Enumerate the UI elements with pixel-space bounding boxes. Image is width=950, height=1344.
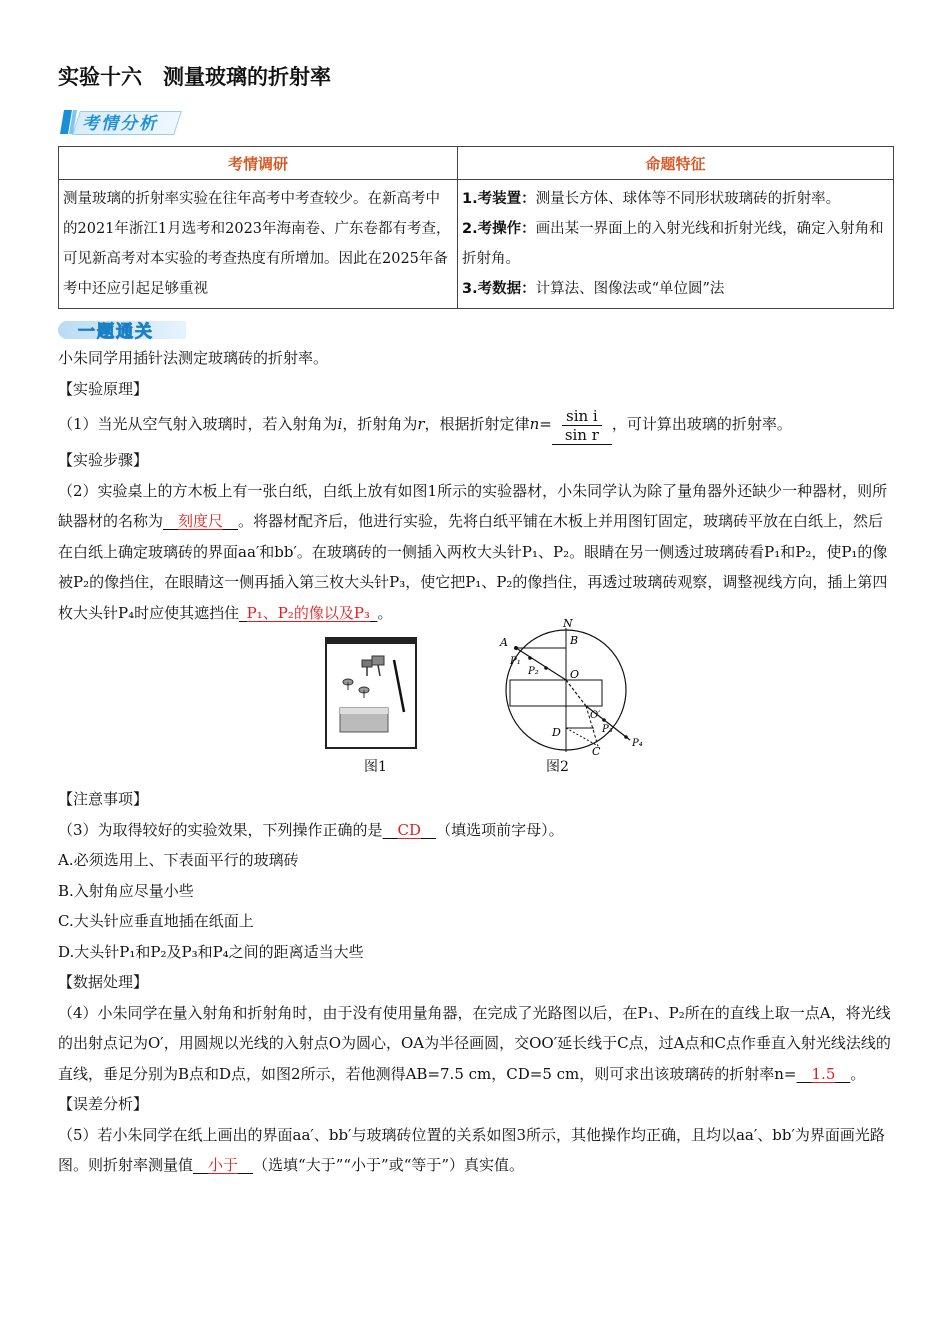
q5-text: （5）若小朱同学在纸上画出的界面aa′、bb′与玻璃砖位置的关系如图3所示，其他操作均正确，且均以aa′、bb′为界面画光路图。则折射率测量值 xyxy=(58,1125,885,1174)
feature-text: 测量长方体、球体等不同形状玻璃砖的折射率。 xyxy=(535,191,841,207)
option-d: D.大头针P₁和P₂及P₃和P₄之间的距离适当大些 xyxy=(58,942,364,961)
fig2-label-O-prime: O′ xyxy=(590,710,601,721)
option-b: B.入射角应尽量小些 xyxy=(58,881,194,900)
figure-2-caption: 图2 xyxy=(546,759,569,775)
q1-text: （1）当光从空气射入玻璃时，若入射角为 xyxy=(58,415,338,433)
fig2-label-N: N xyxy=(563,617,573,630)
fig2-label-O: O xyxy=(570,668,580,681)
q2-answer-blank xyxy=(163,512,238,530)
question-2 xyxy=(58,476,894,629)
section-heading: 【注意事项】 xyxy=(58,790,149,808)
section-banner-problem xyxy=(58,317,894,343)
fig2-label-P1: P₁ xyxy=(510,656,521,667)
figure-1-caption: 图1 xyxy=(364,759,387,775)
q5-answer: 小于 xyxy=(208,1156,239,1174)
q3-text: （填选项前字母）。 xyxy=(436,820,564,839)
section-heading: 【数据处理】 xyxy=(58,973,149,991)
q4-text: （4）小朱同学在量入射角和折射角时，由于没有使用量角器，在完成了光路图以后，在P₁、P₂所在的直线上取一点A，将光线的出射点记为O′，用圆规以光线的入射点O为圆心，OA为半径画圆，交OO′延长线于C点，过A点和C点作垂直入射光线法线的直线，垂足分别为B点和D点，如图2所示，若他测得AB=7.5 cm，CD=5 cm，则可求出该玻璃砖的折射率n= xyxy=(58,1003,891,1083)
q2-text: 。 xyxy=(377,603,393,622)
feature-text: 计算法、图像法或“单位圆”法 xyxy=(535,281,725,297)
q1-text: ，根据折射定律 xyxy=(424,415,530,433)
fig2-label-A: A xyxy=(500,636,508,649)
q2-answer-blank xyxy=(239,604,377,622)
feature-item xyxy=(462,274,889,304)
option-c: C.大头针应垂直地插在纸面上 xyxy=(58,912,254,930)
section-heading: 【实验步骤】 xyxy=(58,451,149,469)
q5-answer-blank xyxy=(193,1156,253,1174)
feature-item xyxy=(462,184,889,214)
fraction-numerator: sin i xyxy=(562,407,602,426)
section-heading: 【实验原理】 xyxy=(58,379,149,398)
analysis-table xyxy=(58,146,894,309)
q4-answer: 1.5 xyxy=(811,1064,836,1083)
q1-text: ，折射角为 xyxy=(342,415,418,433)
figures xyxy=(58,617,894,784)
q1-var-n: n xyxy=(529,415,540,433)
banner-label: 考情分析 xyxy=(82,114,158,134)
figure-1-apparatus xyxy=(320,634,420,752)
q2-text: 。将器材配齐后，他进行实验，先将白纸平铺在木板上并用图钉固定，玻璃砖平放在白纸上，然后在白纸上确定玻璃砖的界面aa′和bb′。在玻璃砖的一侧插入两枚大头针P₁、P₂。眼睛在另一侧透过玻璃砖看P₁和P₂，使P₁的像被P₂的像挡住，在眼睛这一侧再插入第三枚大头针P₃，使它把P₁、P₂的像挡住，再透过玻璃砖观察，调整视线方向，插上第四枚大头针P₄时应使其遮挡住 xyxy=(58,512,888,622)
q3-text: （3）为取得较好的实验效果，下列操作正确的是 xyxy=(58,820,383,839)
q1-eq: = xyxy=(539,415,552,433)
q1-text: ，可计算出玻璃的折射率。 xyxy=(611,415,792,433)
question-5 xyxy=(58,1120,894,1181)
fig2-label-B: B xyxy=(570,634,579,647)
q1-answer-blank xyxy=(552,404,612,445)
intro-text: 小朱同学用插针法测定玻璃砖的折射率。 xyxy=(58,349,329,367)
banner-label: 一题通关 xyxy=(78,322,154,342)
figure-2-diagram xyxy=(490,617,670,758)
feature-item xyxy=(462,214,889,274)
fraction-denominator: sin r xyxy=(564,425,599,444)
fig2-label-C: C xyxy=(592,745,601,758)
q4-answer-blank xyxy=(797,1065,851,1083)
document-page xyxy=(58,60,894,1181)
table-cell-research: 测量玻璃的折射率实验在往年高考中考查较少。在新高考中的2021年浙江1月选考和2023年海南卷、广东卷都有考查，可见新高考对本实验的考查热度有所增加。因此在2025年备考中还应引起足够重视 xyxy=(59,180,458,309)
q4-text: 。 xyxy=(850,1064,866,1083)
question-4 xyxy=(58,998,894,1090)
question-1 xyxy=(58,404,894,445)
question-3 xyxy=(58,815,894,846)
q1-var-r: r xyxy=(417,415,425,433)
q3-answer: CD xyxy=(397,820,422,839)
q2-text: （2）实验桌上的方木板上有一张白纸，白纸上放有如图1所示的实验器材，小朱同学认为除了量角器外还缺少一种器材，则所缺器材的名称为 xyxy=(58,481,888,530)
table-cell-features xyxy=(458,180,894,309)
fig2-label-P4: P₄ xyxy=(632,738,643,749)
q2-answer-1: 刻度尺 xyxy=(178,512,224,530)
page-title: 实验十六 测量玻璃的折射率 xyxy=(58,65,331,89)
q1-fraction xyxy=(562,407,602,444)
fig2-label-P2: P₂ xyxy=(528,666,539,677)
section-heading: 【误差分析】 xyxy=(58,1095,149,1113)
fig2-label-P3: P₃ xyxy=(602,724,613,735)
fig2-label-D: D xyxy=(552,726,561,739)
q3-answer-blank xyxy=(383,821,437,839)
feature-text: 画出某一界面上的入射光线和折射光线，确定入射角和折射角。 xyxy=(462,221,884,267)
feature-label: 2.考操作： xyxy=(462,221,536,237)
q5-text: （选填“大于”“小于”或“等于”）真实值。 xyxy=(253,1156,525,1174)
q2-answer-2: P₁、P₂的像以及P₃ xyxy=(246,603,370,622)
table-header-features: 命题特征 xyxy=(458,147,894,180)
table-header-research: 考情调研 xyxy=(59,147,458,180)
feature-label: 1.考装置： xyxy=(462,191,536,207)
section-banner-analysis xyxy=(58,108,894,138)
feature-label: 3.考数据： xyxy=(462,281,536,297)
option-a: A.必须选用上、下表面平行的玻璃砖 xyxy=(58,851,299,869)
q1-var-i: i xyxy=(337,415,343,433)
